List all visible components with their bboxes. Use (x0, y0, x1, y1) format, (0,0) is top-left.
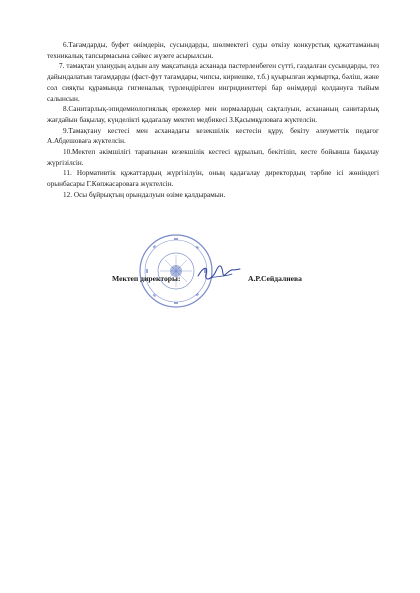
paragraph-6: 6.Тағамдарды, буфет өнімдерін, сусындарды, шөлмектегі суды өткізу конкурстық құжаттаманың техникалық тапсырмасына сәйкес жүзеге асырылсын. (47, 41, 379, 60)
paragraph-11: 11. Нормативтік құжаттардың жүргізілуін, оның қадағалау директордың тәрбие ісі жөніндегі орынбасары Г.Көпжасароваға жүктелсін. (47, 169, 379, 189)
paragraph-8: 8.Санитарлық-эпидемиологиялық ережелер мен нормалардың сақталуын, асхананың санитарлық жағдайын бақылау, күнделікті қадағалау мектеп медбикесі З.Қасымқұловаға жүктелсін. (47, 105, 379, 124)
paragraph-12: 12. Осы бұйрықтың орындалуын өзіме қалдырамын. (63, 190, 226, 199)
paragraph-10: 10.Мектеп әкімшілігі тарапынан кезекшілік кестесі құрылып, бекітіліп, кесте бойынша бақылау жүргізілсін. (47, 148, 379, 167)
handwritten-signature-icon (196, 262, 242, 284)
paragraph-7: 7. тамақтан уланудың алдын алу мақсатында асханада пастерленбеген сүтті, газдалған сусындарды, тез дайындалатын тағамдарды (фаст-фут тағамдары, чипсы, кириешке, т.б.) қуырылған жұмыртқа, бәліш, және сол сияқты құрамында гигиеналық түрлендірілген ингридиенттері бар өнімдерді қолдануға тыйым салынсын. (47, 62, 380, 103)
paragraph-9: 9.Тамақтану кестесі мен асханадағы кезекшілік кестесін құру, бекіту әлеуметтік педагог А.Абдешоваға жүктелсін. (47, 126, 379, 146)
signatory-name: А.Р.Сейдалиева (248, 274, 302, 283)
signature-block (0, 232, 420, 292)
order-body (47, 40, 379, 201)
signatory-title: Мектеп директоры: (112, 274, 181, 283)
